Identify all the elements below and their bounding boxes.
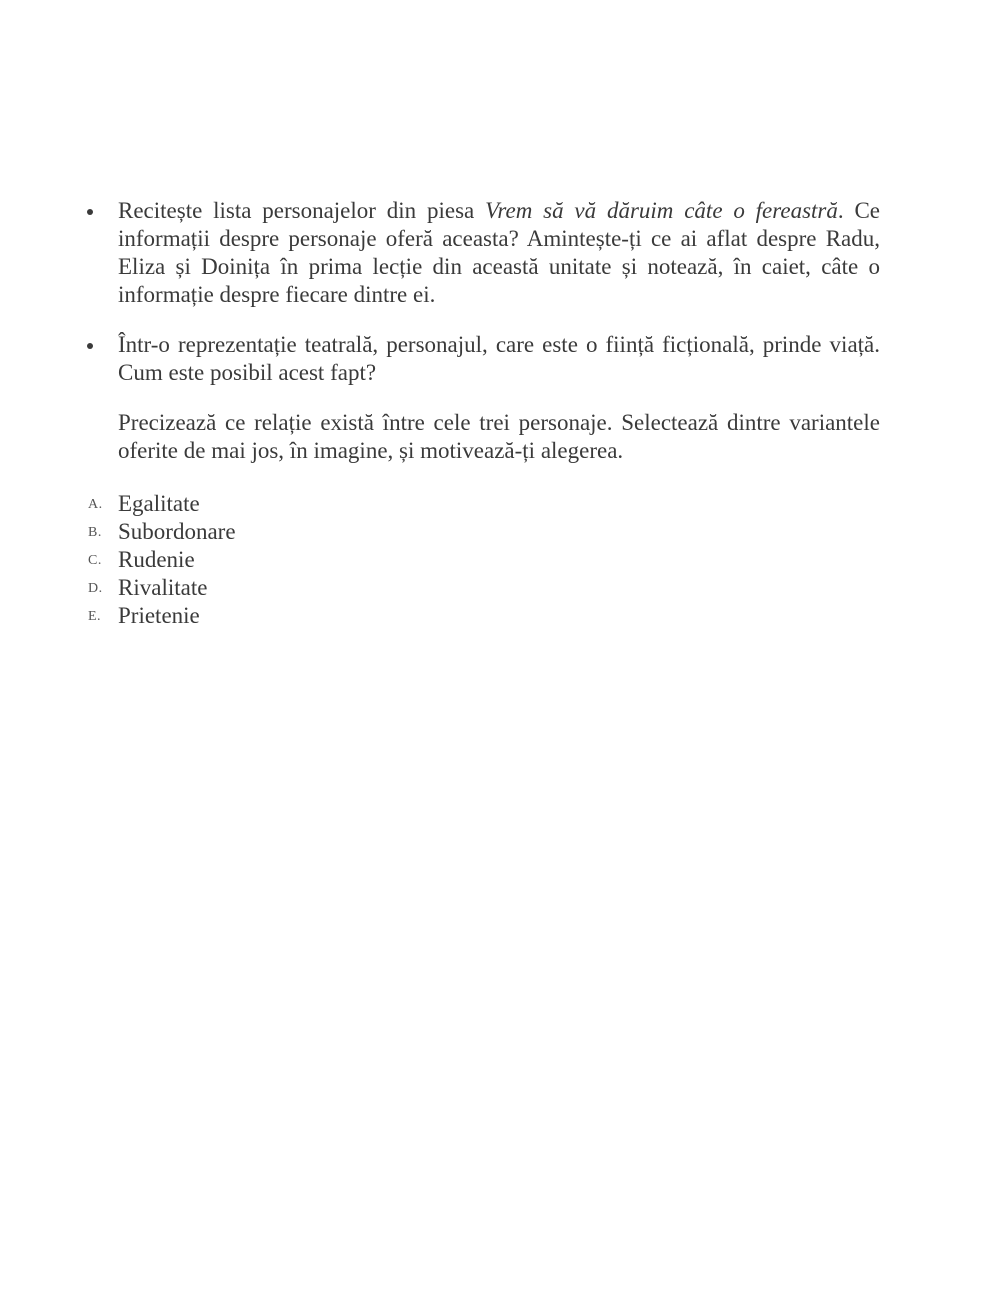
option-label: Rudenie (118, 547, 195, 572)
option-item-e (80, 602, 236, 630)
instructions-list (80, 197, 880, 487)
option-item-a (80, 490, 236, 518)
instruction-item-1 (80, 197, 880, 309)
option-letter: D. (88, 581, 103, 596)
play-title: Vrem să vă dăruim câte o fereastră (485, 198, 838, 223)
instruction-sub-paragraph: Precizează ce relație există între cele trei personaje. Selectează dintre variantele oferite de mai jos, în imagine, și motivează-ți alegerea. (118, 410, 880, 463)
instruction-text-before: Recitește lista personajelor din piesa (118, 198, 486, 223)
option-letter: B. (88, 525, 102, 540)
option-item-b (80, 518, 236, 546)
option-label: Subordonare (118, 519, 236, 544)
bullet-icon (87, 343, 93, 349)
option-letter: A. (88, 497, 103, 512)
instruction-text-after: . Ce informații despre personaje oferă aceasta? Amintește-ți ce ai aflat despre Radu, Eliza și Doinița în prima lecție din această unitate și notează, în caiet, câte o informație despre fiecare dintre ei. (118, 198, 880, 307)
instruction-item-2 (80, 331, 880, 465)
option-label: Egalitate (118, 491, 200, 516)
bullet-icon (87, 209, 93, 215)
option-letter: C. (88, 553, 102, 568)
option-label: Prietenie (118, 603, 200, 628)
instruction-text-2: Într-o reprezentație teatrală, personajul, care este o ființă ficțională, prinde viață. Cum este posibil acest fapt? (118, 332, 880, 385)
option-label: Rivalitate (118, 575, 208, 600)
option-item-c (80, 546, 236, 574)
option-item-d (80, 574, 236, 602)
instruction-text-1 (118, 197, 880, 309)
option-letter: E. (88, 609, 102, 624)
answer-options-list (80, 490, 236, 630)
